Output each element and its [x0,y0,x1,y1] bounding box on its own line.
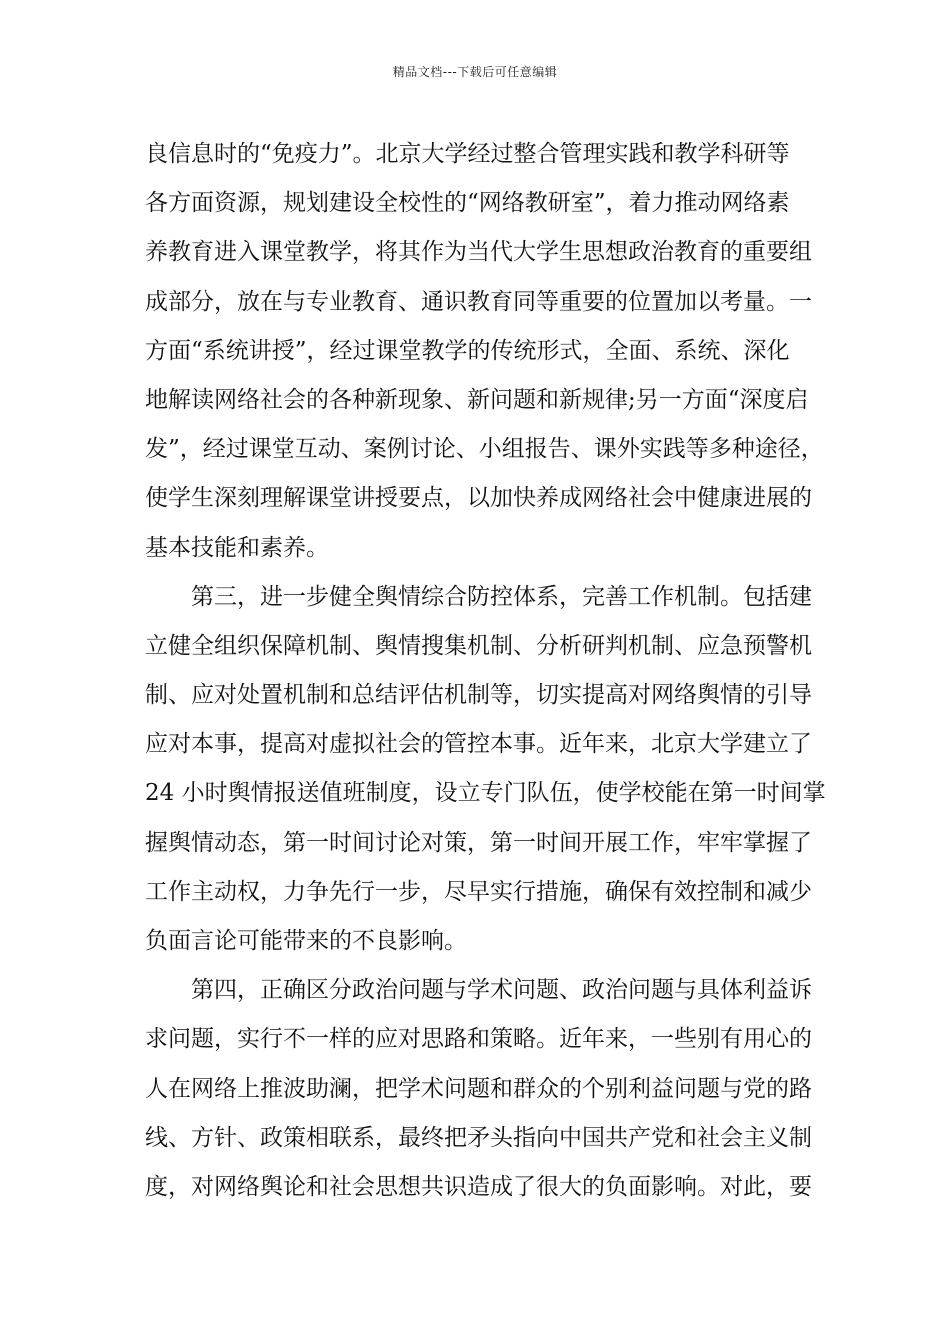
document-body [145,130,826,1212]
paragraph-fourth-point [145,966,821,1212]
text-line: 良信息时的“免疫力”。北京大学经过整合管理实践和教学科研等 [145,141,790,167]
page-header: 精品文档---下载后可任意编辑 [392,65,558,79]
text-line: 工作主动权，力争先行一步，尽早实行措施，确保有效控制和减少 [145,878,812,905]
text-line: 养教育进入课堂教学，将其作为当代大学生思想政治教育的重要组 [145,239,812,266]
text-line: 地解读网络社会的各种新现象、新问题和新规律;另一方面“深度启 [145,386,809,413]
text-line: 第三，进一步健全舆情综合防控体系，完善工作机制。包括建 [145,583,812,610]
text-line: 基本技能和素养。 [145,534,329,561]
paragraph-third-point [145,573,826,967]
text-line: 握舆情动态，第一时间讨论对策，第一时间开展工作，牢牢掌握了 [145,829,812,856]
text-line: 线、方针、政策相联系，最终把矛头指向中国共产党和社会主义制 [145,1124,812,1151]
text-line: 24 小时舆情报送值班制度，设立专门队伍，使学校能在第一时间掌 [145,780,826,807]
text-line: 求问题，实行不一样的应对思路和策略。近年来，一些别有用心的 [145,1026,812,1053]
text-line: 各方面资源，规划建设全校性的“网络教研室”，着力推动网络素 [145,190,790,217]
text-line: 成部分，放在与专业教育、通识教育同等重要的位置加以考量。一 [145,288,812,315]
text-line: 应对本事，提高对虚拟社会的管控本事。近年来，北京大学建立了 [145,731,812,758]
text-line: 方面“系统讲授”，经过课堂教学的传统形式，全面、系统、深化 [145,337,790,364]
text-line: 立健全组织保障机制、舆情搜集机制、分析研判机制、应急预警机 [145,632,812,659]
paragraph-continuation [145,130,824,573]
text-line: 制、应对处置机制和总结评估机制等，切实提高对网络舆情的引导 [145,682,812,709]
text-line: 使学生深刻理解课堂讲授要点，以加快养成网络社会中健康进展的 [145,485,812,512]
text-line: 负面言论可能带来的不良影响。 [145,928,467,954]
text-line: 第四，正确区分政治问题与学术问题、政治问题与具体利益诉 [145,977,812,1004]
text-line: 人在网络上推波助澜，把学术问题和群众的个别利益问题与党的路 [145,1075,812,1102]
text-line: 发”，经过课堂互动、案例讨论、小组报告、课外实践等多种途径， [145,436,824,463]
text-line: 度，对网络舆论和社会思想共识造成了很大的负面影响。对此，要 [145,1173,812,1200]
